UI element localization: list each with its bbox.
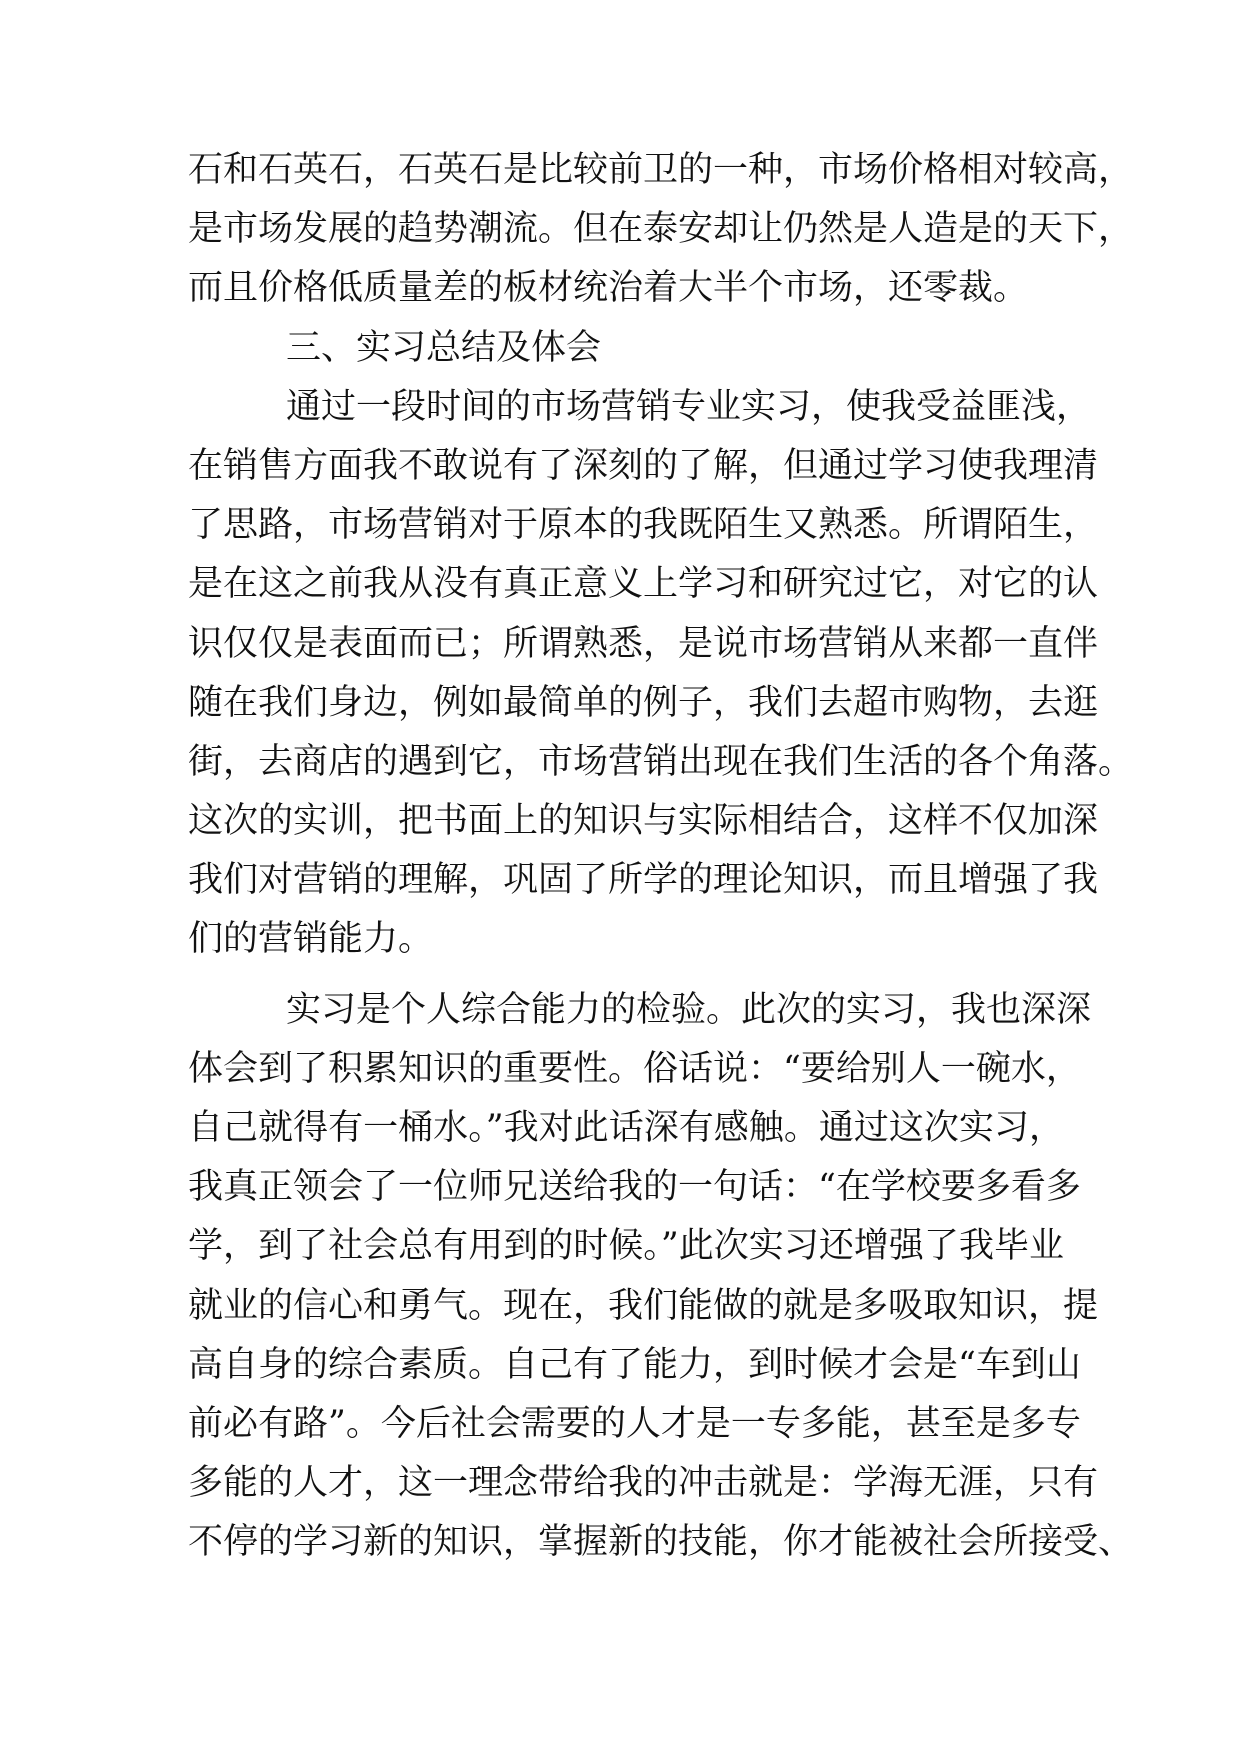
paragraph-3 xyxy=(188,981,1134,1573)
paragraph-1 xyxy=(188,141,1134,319)
text-line: 随在我们身边，例如最简单的例子，我们去超市购物，去逛 xyxy=(188,682,1099,723)
text-line: 识仅仅是表面而已；所谓熟悉，是说市场营销从来都一直伴 xyxy=(188,623,1099,664)
text-line: 了思路，市场营销对于原本的我既陌生又熟悉。所谓陌生， xyxy=(188,505,1099,546)
text-line: 们的营销能力。 xyxy=(188,919,434,960)
text-line: 不停的学习新的知识，掌握新的技能，你才能被社会所接受、 xyxy=(188,1522,1134,1563)
text-line: 而且价格低质量差的板材统治着大半个市场，还零裁。 xyxy=(188,268,1029,309)
text-line: 是在这之前我从没有真正意义上学习和研究过它，对它的认 xyxy=(188,564,1099,605)
text-line: 实习是个人综合能力的检验。此次的实习，我也深深 xyxy=(286,989,1092,1030)
text-line: 学，到了社会总有用到的时候。”此次实习还增强了我毕业 xyxy=(188,1226,1064,1267)
text-line: 我真正领会了一位师兄送给我的一句话：“在学校要多看多 xyxy=(188,1167,1081,1208)
text-line: 多能的人才，这一理念带给我的冲击就是：学海无涯，只有 xyxy=(188,1463,1099,1504)
paragraph-spacer xyxy=(188,970,1064,981)
text-line: 在销售方面我不敢说有了深刻的了解，但通过学习使我理清 xyxy=(188,445,1099,486)
paragraph-2 xyxy=(188,378,1134,970)
text-line: 就业的信心和勇气。现在，我们能做的就是多吸取知识，提 xyxy=(188,1285,1099,1326)
text-line: 街，去商店的遇到它，市场营销出现在我们生活的各个角落。 xyxy=(188,741,1134,782)
text-line: 高自身的综合素质。自己有了能力，到时候才会是“车到山 xyxy=(188,1344,1081,1385)
text-line: 石和石英石，石英石是比较前卫的一种，市场价格相对较高， xyxy=(188,150,1134,190)
text-line: 这次的实训，把书面上的知识与实际相结合，这样不仅加深 xyxy=(188,801,1099,842)
document-body xyxy=(188,141,1134,1573)
text-line: 通过一段时间的市场营销专业实习，使我受益匪浅， xyxy=(286,386,1092,427)
section-heading: 三、实习总结及体会 xyxy=(286,327,602,368)
text-line: 体会到了积累知识的重要性。俗话说：“要给别人一碗水， xyxy=(188,1048,1081,1089)
text-line: 我们对营销的理解，巩固了所学的理论知识，而且增强了我 xyxy=(188,860,1099,901)
text-line: 前必有路”。今后社会需要的人才是一专多能，甚至是多专 xyxy=(188,1403,1081,1444)
text-line: 是市场发展的趋势潮流。但在泰安却让仍然是人造是的天下， xyxy=(188,209,1134,250)
text-line: 自己就得有一桶水。”我对此话深有感触。通过这次实习， xyxy=(188,1108,1064,1148)
